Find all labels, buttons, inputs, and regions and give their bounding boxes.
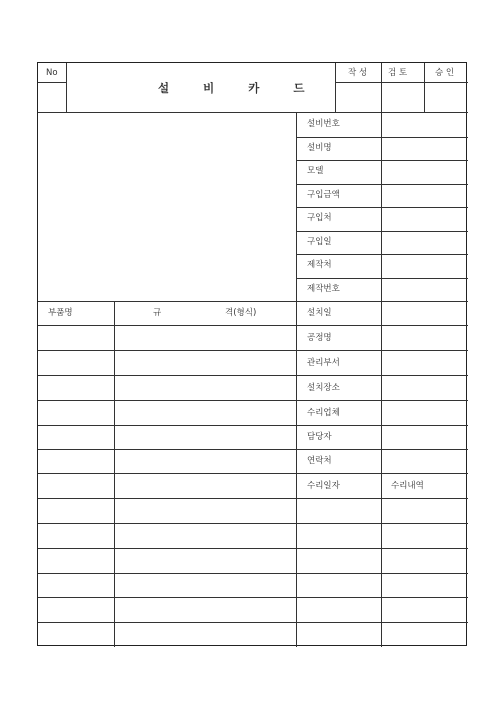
- divider: [38, 473, 468, 474]
- divider: [296, 254, 468, 255]
- field-label-model: 모델: [307, 166, 324, 176]
- field-label-person-in-charge: 담당자: [307, 432, 332, 442]
- field-label-vendor: 구입처: [307, 213, 332, 223]
- divider: [38, 523, 468, 524]
- divider: [66, 63, 67, 112]
- photo-area[interactable]: [38, 113, 296, 300]
- approval-author-sign-box[interactable]: [336, 82, 381, 112]
- parts-name-header: 부품명: [48, 308, 73, 318]
- divider: [381, 63, 382, 112]
- divider: [296, 207, 468, 208]
- field-label-serial-no: 제작번호: [307, 284, 340, 294]
- field-label-purchase-date: 구입일: [307, 237, 332, 247]
- equipment-card-form: [37, 62, 467, 646]
- field-label-repair-vendor: 수리업체: [307, 408, 340, 418]
- divider: [381, 112, 382, 647]
- field-label-contact: 연락처: [307, 456, 332, 466]
- divider: [296, 112, 297, 647]
- field-label-manufacturer: 제작처: [307, 260, 332, 270]
- repair-details-header: 수리내역: [391, 481, 424, 491]
- divider: [38, 82, 66, 83]
- divider: [296, 184, 468, 185]
- field-label-managing-dept: 관리부서: [307, 358, 340, 368]
- divider: [424, 63, 425, 112]
- approval-review-sign-box[interactable]: [382, 82, 424, 112]
- divider: [114, 301, 115, 647]
- field-label-equipment-no: 설비번호: [307, 119, 340, 129]
- divider: [296, 278, 468, 279]
- parts-spec-header-left: 규: [153, 308, 162, 318]
- divider: [38, 573, 468, 574]
- divider: [38, 425, 468, 426]
- approval-author-label: 작 성: [348, 68, 368, 78]
- divider: [296, 137, 468, 138]
- form-title: 설 비 카 드: [158, 81, 320, 95]
- no-label: No: [46, 68, 58, 78]
- field-label-equipment-name: 설비명: [307, 143, 332, 153]
- divider: [38, 350, 468, 351]
- divider: [38, 375, 468, 376]
- approval-approve-label: 승 인: [435, 68, 455, 78]
- divider: [335, 82, 468, 83]
- divider: [38, 548, 468, 549]
- field-label-install-date: 설치일: [307, 308, 332, 318]
- approval-review-label: 검 토: [388, 68, 408, 78]
- divider: [335, 63, 336, 112]
- approval-approve-sign-box[interactable]: [425, 82, 467, 112]
- divider: [38, 325, 468, 326]
- field-label-process-name: 공정명: [307, 333, 332, 343]
- divider: [38, 301, 468, 302]
- divider: [296, 231, 468, 232]
- divider: [38, 597, 468, 598]
- divider: [38, 449, 468, 450]
- field-label-purchase-amount: 구입금액: [307, 190, 340, 200]
- divider: [38, 498, 468, 499]
- divider: [296, 160, 468, 161]
- parts-spec-header-right: 격(형식): [225, 308, 257, 318]
- field-label-install-location: 설치장소: [307, 383, 340, 393]
- divider: [38, 400, 468, 401]
- divider: [38, 622, 468, 623]
- repair-date-header: 수리일자: [307, 481, 340, 491]
